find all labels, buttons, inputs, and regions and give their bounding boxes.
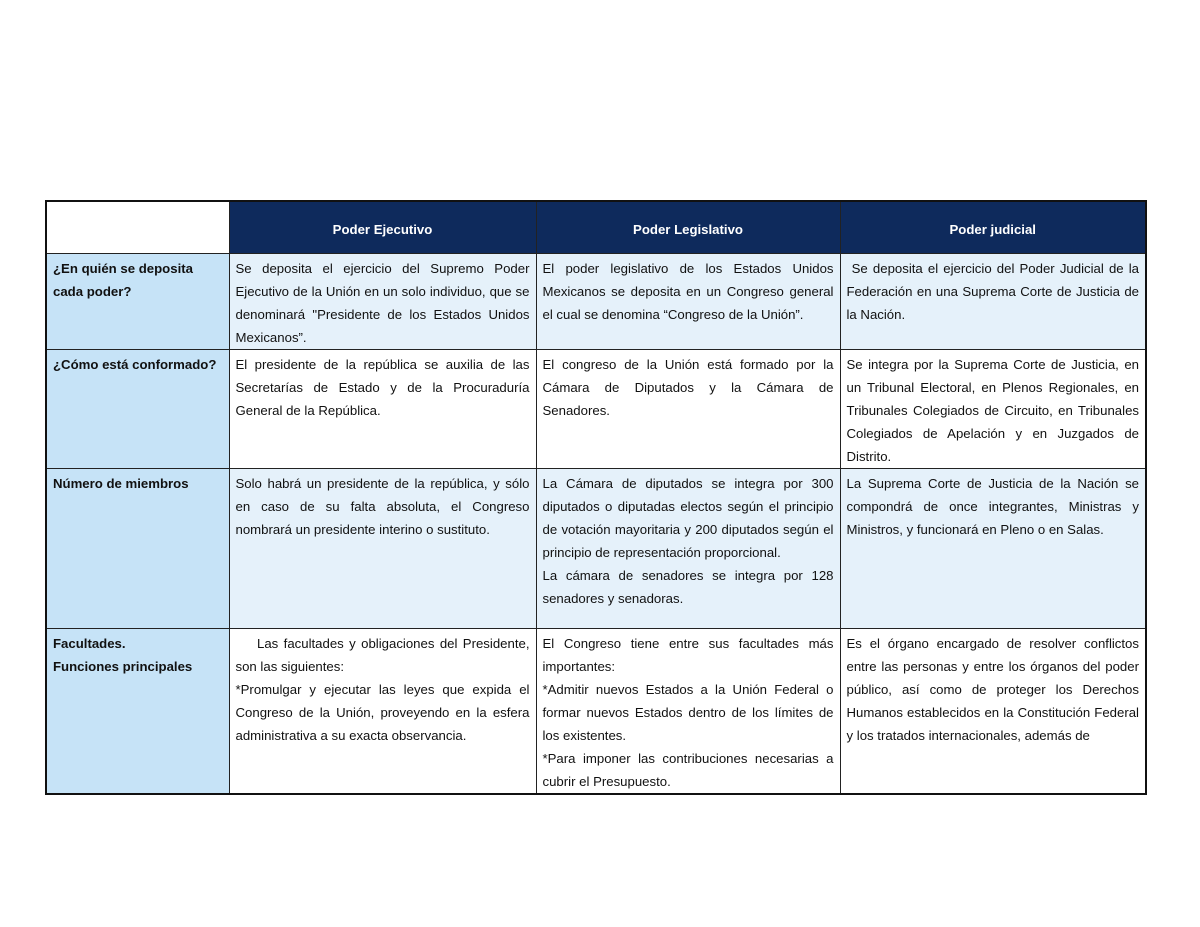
cell-text: Se deposita el ejercicio del Poder Judicial de la Federación en una Suprema Corte de Justicia de la Nación. (846, 261, 1143, 322)
cell-text: Es el órgano encargado de resolver conflictos entre las personas y entre los órganos del poder público, así como de proteger los Derechos Humanos establecidos en la Constitución Federal y los tratados internacionales, además de (846, 636, 1139, 743)
cell-ejecutivo-conformado (229, 350, 536, 469)
cell-judicial-miembros (840, 469, 1146, 629)
cell-text: El congreso de la Unión está formado por la Cámara de Diputados y la Cámara de Senadores. (542, 357, 834, 418)
cell-ejecutivo-facultades (229, 629, 536, 795)
cell-text: La cámara de senadores se integra por 128 senadores y senadoras. (542, 568, 834, 606)
row-label-miembros: Número de miembros (46, 469, 229, 629)
header-corner-cell (46, 201, 229, 254)
table-header-row (46, 201, 1146, 254)
cell-legislativo-miembros (536, 469, 840, 629)
cell-text: Se integra por la Suprema Corte de Justicia, en un Tribunal Electoral, en Plenos Regionales, en Tribunales Colegiados de Circuito, en Tribunales Colegiados de Apelación y en Juzgados de Distrito. (846, 357, 1139, 464)
cell-text: *Promulgar y ejecutar las leyes que expida el Congreso de la Unión, proveyendo en la esfera administrativa a su exacta observancia. (235, 682, 530, 743)
cell-text: La Cámara de diputados se integra por 300 diputados o diputadas electos según el principio de votación mayoritaria y 200 diputados según el principio de representación proporcional. (542, 476, 834, 560)
cell-text: Se deposita el ejercicio del Supremo Poder Ejecutivo de la Unión en un solo individuo, que se denominará "Presidente de los Estados Unidos Mexicanos”. (235, 261, 530, 345)
cell-legislativo-deposito (536, 254, 840, 350)
powers-comparison-table (45, 200, 1147, 795)
cell-text: *Admitir nuevos Estados a la Unión Federal o formar nuevos Estados dentro de los límites de los existentes. (542, 682, 834, 743)
cell-judicial-deposito (840, 254, 1146, 350)
header-poder-legislativo: Poder Legislativo (536, 201, 840, 254)
cell-text: Solo habrá un presidente de la república, y sólo en caso de su falta absoluta, el Congreso nombrará un presidente interino o sustituto. (235, 476, 530, 537)
cell-text: Las facultades y obligaciones del Presidente, son las siguientes: (235, 636, 534, 674)
table-row (46, 254, 1146, 350)
cell-ejecutivo-miembros (229, 469, 536, 629)
cell-text: La Suprema Corte de Justicia de la Nación se compondrá de once integrantes, Ministras y Ministros, y funcionará en Pleno o en Salas. (846, 476, 1139, 537)
header-poder-judicial: Poder judicial (840, 201, 1146, 254)
cell-text: El poder legislativo de los Estados Unidos Mexicanos se deposita en un Congreso general el cual se denomina “Congreso de la Unión”. (542, 261, 834, 322)
table-row (46, 350, 1146, 469)
cell-text: El Congreso tiene entre sus facultades más importantes: (542, 636, 834, 674)
cell-judicial-facultades (840, 629, 1146, 795)
row-label-conformado: ¿Cómo está conformado? (46, 350, 229, 469)
cell-text: El presidente de la república se auxilia de las Secretarías de Estado y de la Procuraduría General de la República. (235, 357, 530, 418)
header-poder-ejecutivo: Poder Ejecutivo (229, 201, 536, 254)
cell-judicial-conformado (840, 350, 1146, 469)
cell-legislativo-facultades (536, 629, 840, 795)
cell-text: *Para imponer las contribuciones necesarias a cubrir el Presupuesto. (542, 751, 834, 789)
table-row (46, 469, 1146, 629)
row-label-line: Facultades. (53, 636, 126, 651)
cell-ejecutivo-deposito (229, 254, 536, 350)
row-label-line: Funciones principales (53, 659, 193, 674)
table-row (46, 629, 1146, 795)
row-label-facultades (46, 629, 229, 795)
cell-legislativo-conformado (536, 350, 840, 469)
row-label-deposito: ¿En quién se deposita cada poder? (46, 254, 229, 350)
